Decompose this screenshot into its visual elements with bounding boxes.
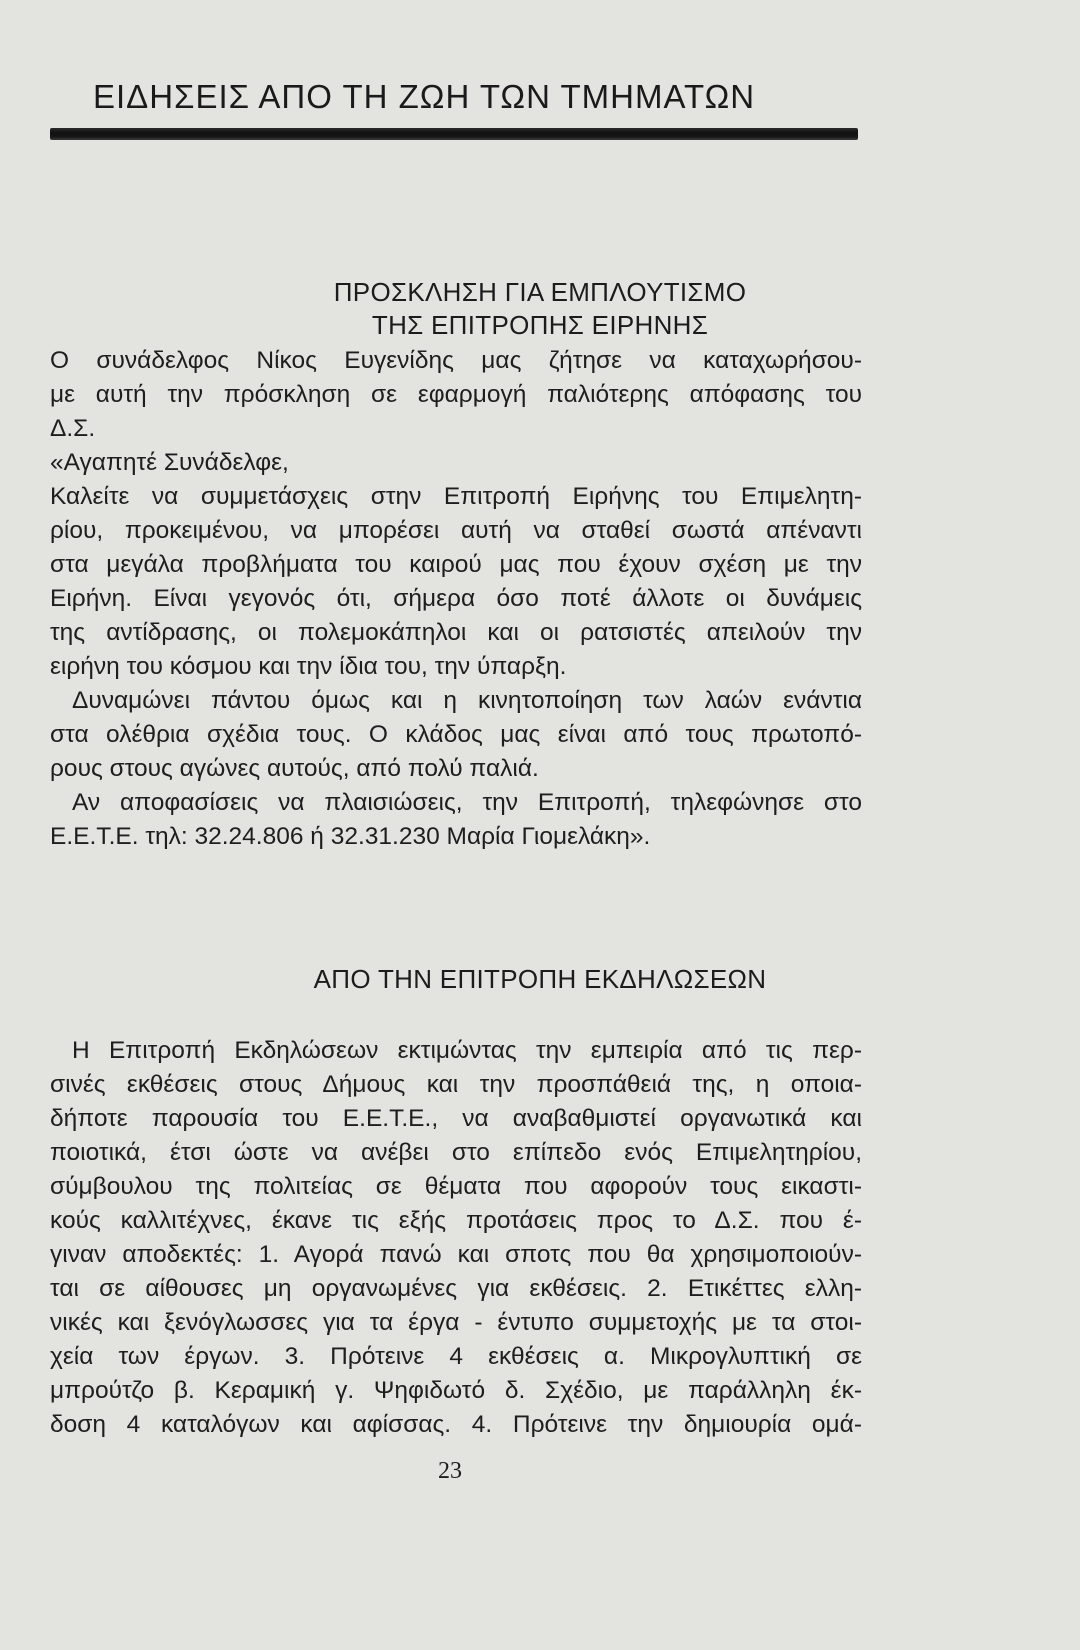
section2-line: γιναν αποδεκτές: 1. Αγορά πανώ και σποτς που θα χρησιμοποιούν- — [50, 1241, 862, 1268]
section1-line: Καλείτε να συμμετάσχεις στην Επιτροπή Ειρήνης του Επιμελητη- — [50, 483, 862, 510]
section1-line: ρους στους αγώνες αυτούς, από πολύ παλιά. — [50, 755, 539, 782]
section2-line: ποιοτικά, έτσι ώστε να ανέβει στο επίπεδο ενός Επιμελητηρίου, — [50, 1139, 862, 1166]
section1-line: στα ολέθρια σχέδια τους. Ο κλάδος μας είναι από τους πρωτοπό- — [50, 721, 862, 748]
section1-line: Ε.Ε.Τ.Ε. τηλ: 32.24.806 ή 32.31.230 Μαρία Γιομελάκη». — [50, 823, 651, 850]
section2-line: σύμβουλου της πολιτείας σε θέματα που αφορούν τους εικαστι- — [50, 1173, 862, 1200]
section2-line: ται σε αίθουσες μη οργανωμένες για εκθέσεις. 2. Ετικέττες ελλη- — [50, 1275, 862, 1302]
section2-line: μπρούτζο β. Κεραμική γ. Ψηφιδωτό δ. Σχέδιο, με παράλληλη έκ- — [50, 1377, 862, 1404]
section2-title: ΑΠΟ ΤΗΝ ΕΠΙΤΡΟΠΗ ΕΚΔΗΛΩΣΕΩΝ — [313, 964, 767, 994]
section1-line: Ειρήνη. Είναι γεγονός ότι, σήμερα όσο ποτέ άλλοτε οι δυνάμεις — [50, 585, 862, 612]
section1-title-line1: ΠΡΟΣΚΛΗΣΗ ΓΙΑ ΕΜΠΛΟΥΤΙΣΜΟ — [333, 277, 747, 307]
section1-title-line2: ΤΗΣ ΕΠΙΤΡΟΠΗΣ ΕΙΡΗΝΗΣ — [371, 310, 709, 340]
section1-line: στα μεγάλα προβλήματα του καιρού μας που έχουν σχέση με την — [50, 551, 862, 578]
section2-line: σινές εκθέσεις στους Δήμους και την προσπάθειά της, η οποια- — [50, 1071, 862, 1098]
running-head: ΕΙΔΗΣΕΙΣ ΑΠΟ ΤΗ ΖΩΗ ΤΩΝ ΤΜΗΜΑΤΩΝ — [93, 78, 756, 115]
section1-line: Δυναμώνει πάντου όμως και η κινητοποίηση των λαών ενάντια — [72, 687, 862, 714]
section1-line: της αντίδρασης, οι πολεμοκάπηλοι και οι ρατσιστές απειλούν την — [50, 619, 862, 646]
page-number: 23 — [438, 1458, 462, 1484]
section1-line: ρίου, προκειμένου, να μπορέσει αυτή να σταθεί σωστά απέναντι — [50, 517, 862, 544]
section2-line: Η Επιτροπή Εκδηλώσεων εκτιμώντας την εμπειρία από τις περ- — [72, 1037, 862, 1064]
section2-line: νικές και ξενόγλωσσες για τα έργα - έντυπο συμμετοχής με τα στοι- — [50, 1309, 862, 1336]
section1-line: Δ.Σ. — [50, 415, 96, 442]
section1-line: ειρήνη του κόσμου και την ίδια του, την ύπαρξη. — [50, 653, 567, 680]
section1-line: με αυτή την πρόσκληση σε εφαρμογή παλιότερης απόφασης του — [50, 381, 862, 408]
section2-line: χεία των έργων. 3. Πρότεινε 4 εκθέσεις α. Μικρογλυπτική σε — [50, 1343, 862, 1370]
section2-line: κούς καλλιτέχνες, έκανε τις εξής προτάσεις προς το Δ.Σ. που έ- — [50, 1207, 862, 1234]
section2-line: δήποτε παρουσία του Ε.Ε.Τ.Ε., να αναβαθμιστεί οργανωτικά και — [50, 1105, 862, 1132]
section1-line: Αν αποφασίσεις να πλαισιώσεις, την Επιτροπή, τηλεφώνησε στο — [72, 789, 862, 816]
section1-line: «Αγαπητέ Συνάδελφε, — [50, 449, 289, 476]
section2-line: δοση 4 καταλόγων και αφίσσας. 4. Πρότεινε την δημιουρία ομά- — [50, 1411, 862, 1438]
header-rule — [50, 128, 858, 140]
section1-line: Ο συνάδελφος Νίκος Ευγενίδης μας ζήτησε να καταχωρήσου- — [50, 347, 862, 374]
